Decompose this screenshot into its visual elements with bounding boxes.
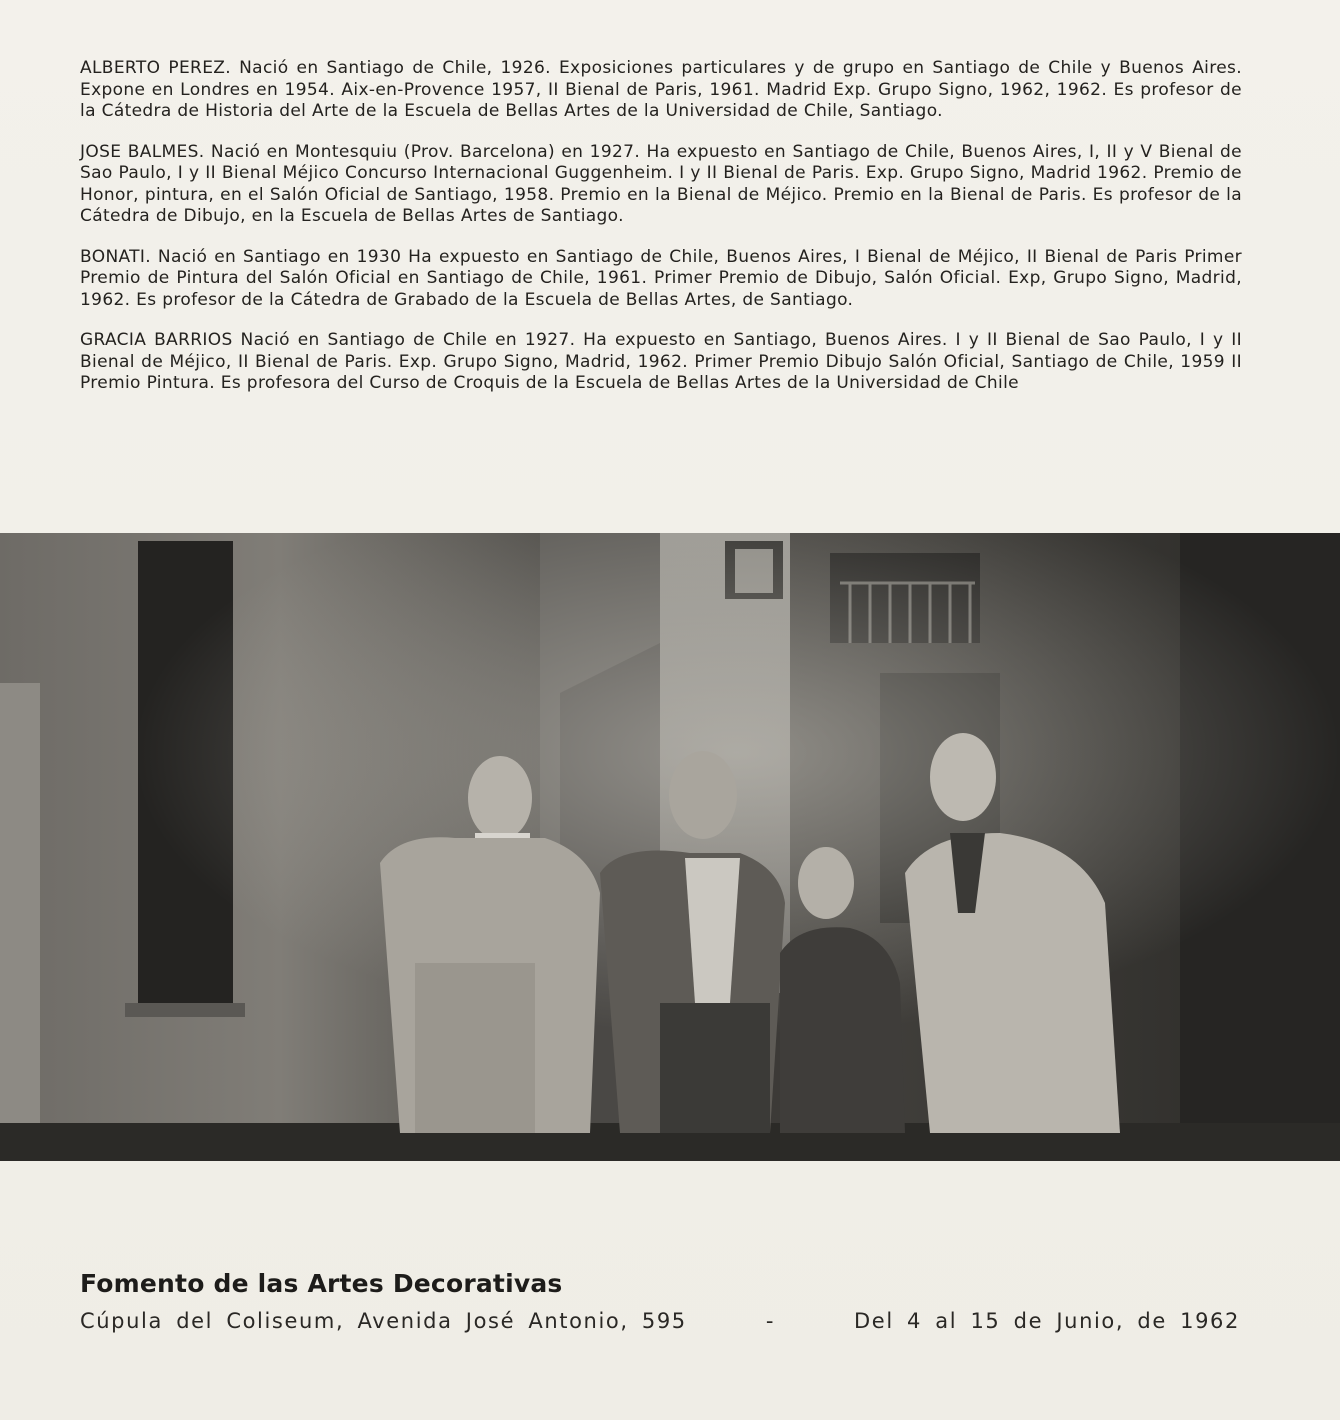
artist-biographies: [80, 58, 1242, 414]
bio-gracia-barrios: GRACIA BARRIOS Nació en Santiago de Chile en 1927. Ha expuesto en Santiago, Buenos Aires. I y II Bienal de Sao Paulo, I y II Bienal de Méjico, II Bienal de Paris. Exp. Grupo Signo, Madrid, 1962. Primer Premio Dibujo Salón Oficial, Santiago de Chile, 1959 II Premio Pintura. Es profesora del Curso de Croquis de la Escuela de Bellas Artes de la Universidad de Chile: [80, 330, 1242, 393]
bio-jose-balmes: JOSE BALMES. Nació en Montesquiu (Prov. Barcelona) en 1927. Ha expuesto en Santiago de Chile, Buenos Aires, I, II y V Bienal de Sao Paulo, I y II Bienal Méjico Concurso Internacional Guggenheim. I y II Bienal de Paris. Exp. Grupo Signo, Madrid 1962. Premio de Honor, pintura, en el Salón Oficial de Santiago, 1958. Premio en la Bienal de Méjico. Premio en la Bienal de Paris. Es profesor de la Cátedra de Dibujo, en la Escuela de Bellas Artes de Santiago.: [80, 141, 1242, 226]
bio-alberto-perez: ALBERTO PEREZ. Nació en Santiago de Chile, 1926. Exposiciones particulares y de grupo en Santiago de Chile y Buenos Aires. Expone en Londres en 1954. Aix-en-Provence 1957, II Bienal de Paris, 1961. Madrid Exp. Grupo Signo, 1962, 1962. Es profesor de la Cátedra de Historia del Arte de la Escuela de Bellas Artes de la Universidad de Chile, Santiago.: [80, 58, 1242, 121]
venue-and-dates: [80, 1307, 1240, 1335]
venue-address: Cúpula del Coliseum, Avenida José Antonio, 595: [80, 1309, 687, 1333]
exhibition-dates: Del 4 al 15 de Junio, de 1962: [854, 1309, 1240, 1333]
separator: -: [765, 1309, 775, 1333]
exhibition-info: [80, 1268, 1240, 1335]
organization-name: Fomento de las Artes Decorativas: [80, 1269, 563, 1298]
group-photograph: [0, 533, 1340, 1161]
bio-bonati: BONATI. Nació en Santiago en 1930 Ha expuesto en Santiago de Chile, Buenos Aires, I Bienal de Méjico, II Bienal de Paris Primer Premio de Pintura del Salón Oficial en Santiago de Chile, 1961. Primer Premio de Dibujo, Salón Oficial. Exp, Grupo Signo, Madrid, 1962. Es profesor de la Cátedra de Grabado de la Escuela de Bellas Artes, de Santiago.: [80, 246, 1242, 310]
